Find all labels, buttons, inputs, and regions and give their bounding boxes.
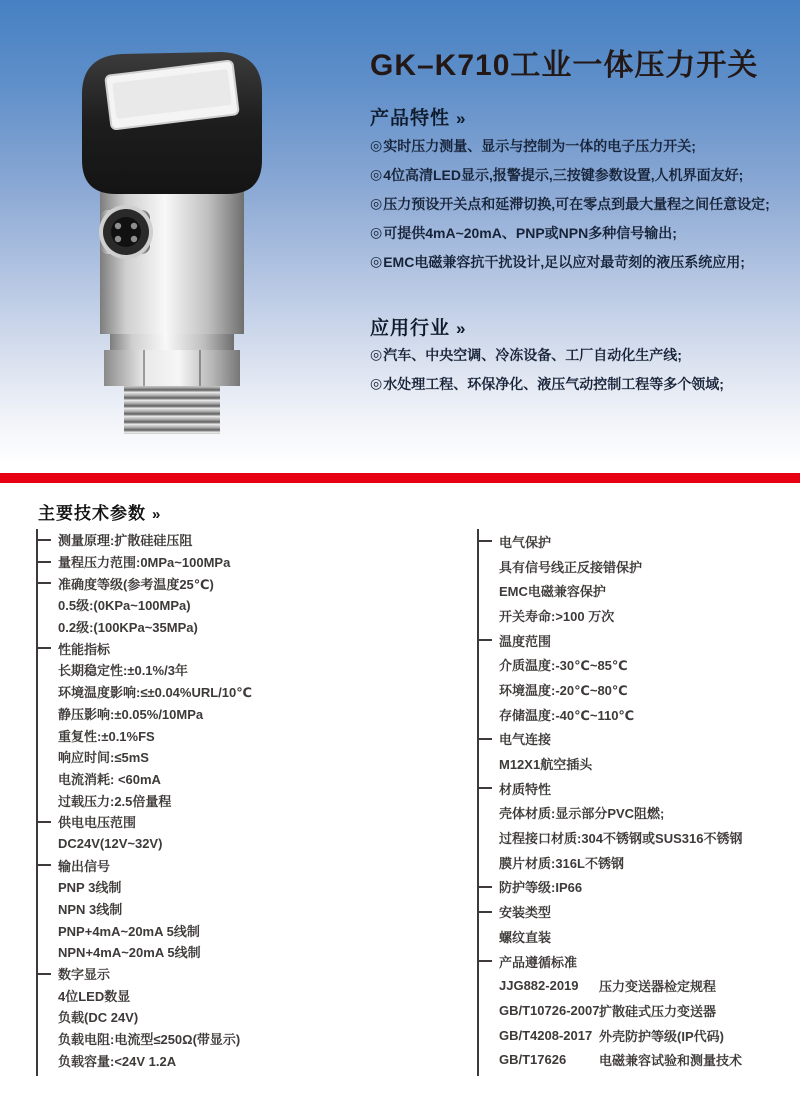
hex-nut [104,350,240,386]
spec-row: 准确度等级(参考温度25℃) [58,572,456,594]
red-divider [0,473,800,483]
bullet-item [370,247,795,276]
bullet-item-text: EMC电磁兼容抗干扰设计,足以应对最苛刻的液压系统应用; [383,253,745,270]
standard-code: JJG882-2019 [499,978,579,994]
spec-row: PNP 3线制 [58,880,122,896]
industries-list [370,340,795,398]
spec-row: 负载电阻:电流型≤250Ω(带显示) [58,1032,241,1048]
features-list [370,131,795,276]
spec-row: M12X1航空插头 [499,757,593,773]
spec-row: 电气连接 [499,727,797,752]
bullet-item-text: 可提供4mA~20mA、PNP或NPN多种信号输出; [383,224,677,241]
spec-row: 重复性:±0.1%FS [58,728,155,744]
spec-row: NPN 3线制 [58,902,123,918]
standard-desc: 外壳防护等级(IP代码) [599,1028,724,1044]
spec-row: 过载压力:2.5倍量程 [58,793,172,809]
spec-row: 开关寿命:>100 万次 [499,608,615,624]
spec-row: 安装类型 [499,899,797,924]
product-photo [52,42,292,442]
standard-code: GB/T17626 [499,1052,567,1068]
spec-row: EMC电磁兼容保护 [499,584,606,600]
display-cap [82,52,262,194]
page-title: GK–K710工业一体压力开关 [370,49,759,82]
bullseye-bullet-icon: ◎ [370,195,383,211]
spec-row: 负载容量:<24V 1.2A [58,1053,177,1069]
bullet-item [370,160,795,189]
bullet-item-text: 4位高清LED显示,报警提示,三按键参数设置,人机界面友好; [383,166,744,183]
chevron-right-icon: » [456,319,467,338]
bullet-item [370,218,795,247]
bullet-item-text: 汽车、中央空调、冷冻设备、工厂自动化生产线; [383,346,682,363]
spec-row: PNP+4mA~20mA 5线制 [58,923,200,939]
features-heading: 产品特性 » [370,108,467,129]
bullet-item [370,131,795,160]
spec-row: 供电电压范围 [58,811,456,833]
m12-connector [99,205,153,259]
spec-row: 螺纹直装 [499,929,552,945]
spec-row [499,1047,797,1072]
bullseye-bullet-icon: ◎ [370,253,383,269]
standard-desc: 压力变送器检定规程 [599,979,717,995]
spec-row: 具有信号线正反接错保护 [499,559,643,575]
spec-row: 过程接口材质:304不锈钢或SUS316不锈钢 [499,831,743,847]
spec-row: 防护等级:IP66 [499,875,797,900]
bullet-item-text: 实时压力测量、显示与控制为一体的电子压力开关; [383,137,696,154]
spec-row [499,973,797,998]
spec-row: 负载(DC 24V) [58,1010,139,1026]
bullet-item-text: 压力预设开关点和延滞切换,可在零点到最大量程之间任意设定; [383,195,770,212]
chevron-right-icon: » [456,109,467,128]
spec-row: 介质温度:-30℃~85℃ [499,658,628,674]
bullet-item [370,189,795,218]
spec-row: NPN+4mA~20mA 5线制 [58,945,201,961]
spec-row: 静压影响:±0.05%/10MPa [58,706,204,722]
industries-heading: 应用行业 » [370,318,467,339]
spec-row: 数字显示 [58,963,456,985]
spec-row: 量程压力范围:0MPa~100MPa [58,551,456,573]
spec-row: 环境温度影响:≤±0.04%URL/10℃ [58,685,252,701]
spec-row [499,1023,797,1048]
bullseye-bullet-icon: ◎ [370,224,383,240]
bullet-item-text: 水处理工程、环保净化、液压气动控制工程等多个领域; [383,375,724,392]
spec-row: 测量原理:扩散硅硅压阻 [58,529,456,551]
spec-row: 0.2级:(100KPa~35MPa) [58,620,198,636]
chevron-right-icon: » [152,506,162,523]
spec-row: 0.5级:(0KPa~100MPa) [58,598,191,614]
spec-row: 存储温度:-40℃~110℃ [499,707,635,723]
specs-column-right [477,529,797,1076]
spec-row: 响应时间:≤5mS [58,750,149,766]
spec-row: 输出信号 [58,854,456,876]
thread-fitting [124,386,220,434]
spec-row: 4位LED数显 [58,988,131,1004]
spec-row: 长期稳定性:±0.1%/3年 [58,663,188,679]
bullet-item [370,369,795,398]
specs-column-left [36,529,456,1076]
bullet-item [370,340,795,369]
hero-section [0,0,800,466]
spec-row: 产品遵循标准 [499,949,797,974]
spec-row: 温度范围 [499,628,797,653]
spec-row: 电气保护 [499,529,797,554]
spec-row: 膜片材质:316L不锈钢 [499,855,624,871]
spec-row: 材质特性 [499,776,797,801]
specs-heading: 主要技术参数 » [38,504,162,523]
spec-row [499,998,797,1023]
spec-row: 环境温度:-20℃~80℃ [499,682,628,698]
bullseye-bullet-icon: ◎ [370,375,383,391]
standard-code: GB/T4208-2017 [499,1027,593,1043]
spec-row: 性能指标 [58,637,456,659]
bullseye-bullet-icon: ◎ [370,166,383,182]
standard-desc: 扩散硅式压力变送器 [599,1003,717,1019]
spec-row: 电流消耗: <60mA [58,771,161,787]
spec-row: DC24V(12V~32V) [58,835,163,851]
bullseye-bullet-icon: ◎ [370,137,383,153]
spec-row: 壳体材质:显示部分PVC阻燃; [499,806,665,822]
standard-code: GB/T10726-2007 [499,1002,600,1018]
bullseye-bullet-icon: ◎ [370,346,383,362]
standard-desc: 电磁兼容试验和测量技术 [599,1053,743,1069]
